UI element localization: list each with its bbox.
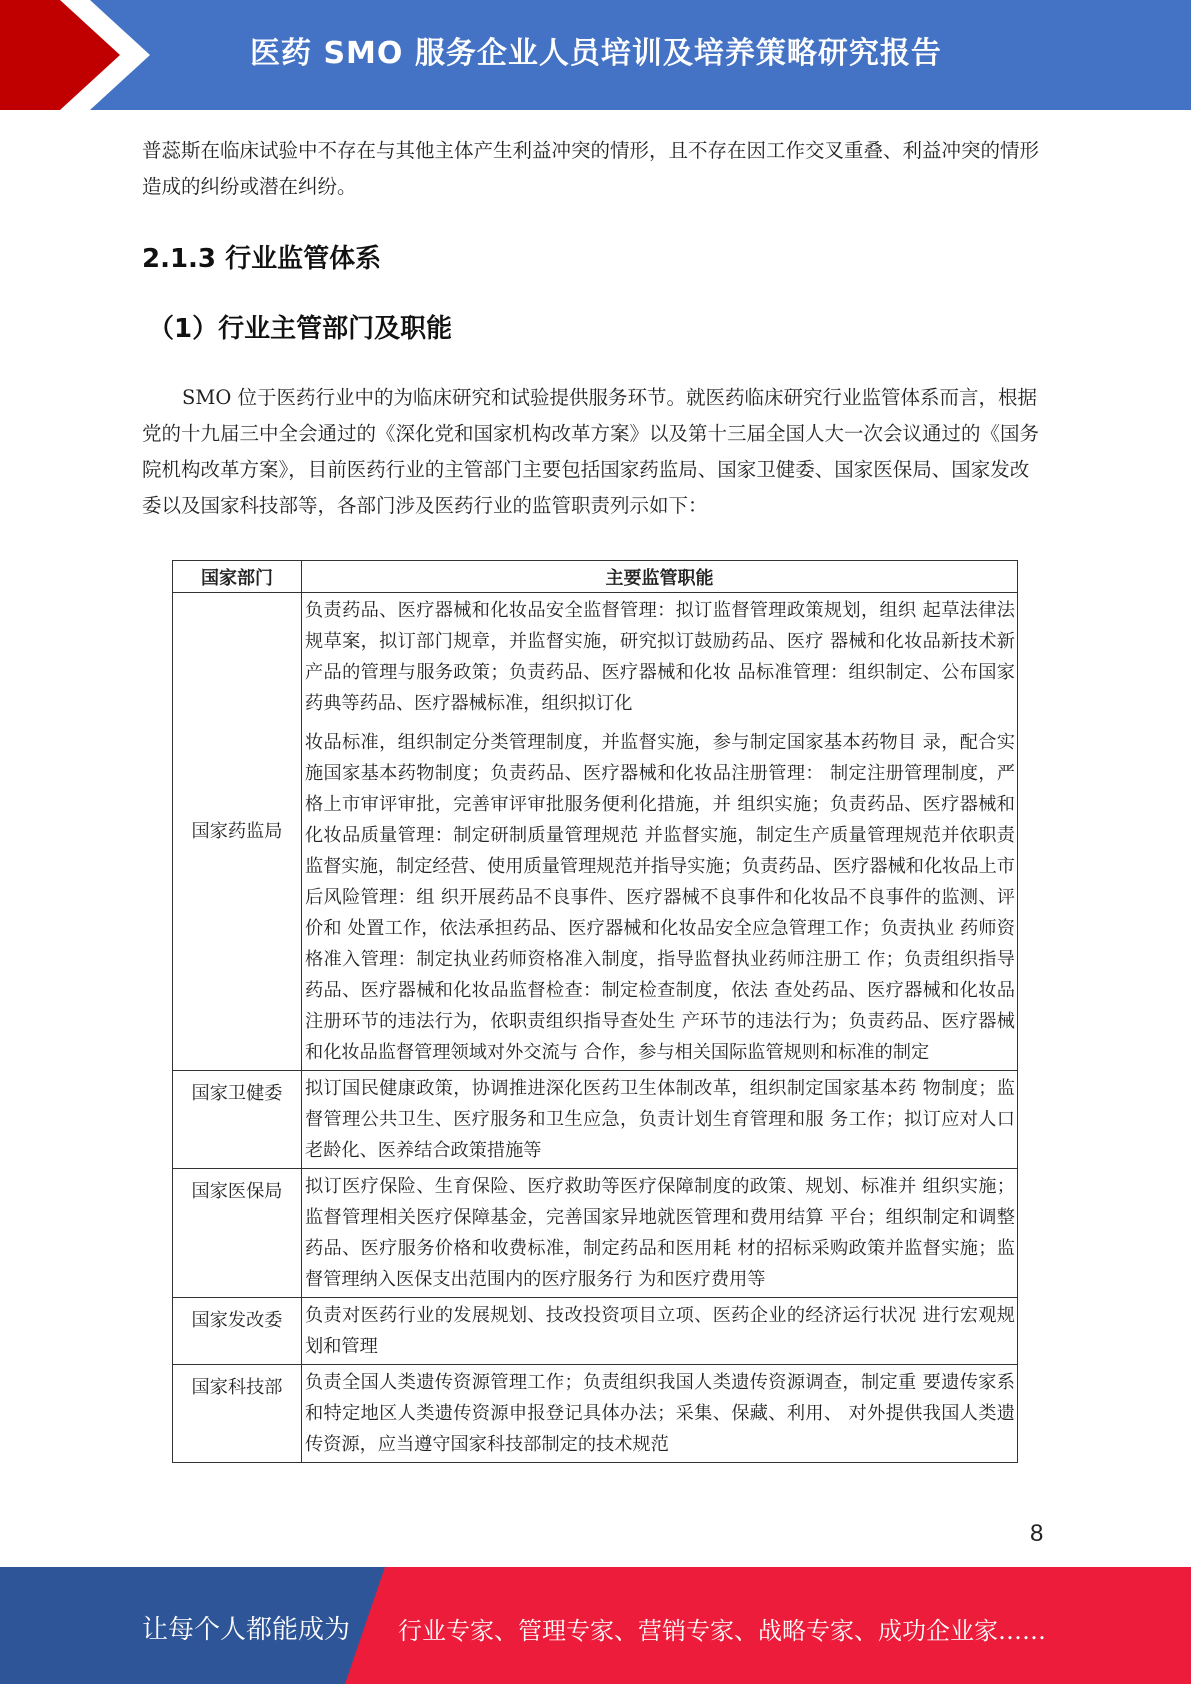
duty-text: 负责对医药行业的发展规划、技改投资项目立项、医药企业的经济运行状况 进行宏观规划和管理 (305, 1305, 1015, 1357)
duty-text: 拟订医疗保险、生育保险、医疗救助等医疗保障制度的政策、规划、标准并 组织实施；监督管理相关医疗保障基金，完善国家异地就医管理和费用结算 平台；组织制定和调整药品、医疗服务价格和收费标准，制定药品和医用耗 材的招标采购政策并监督实施；监督管理纳入医保支出范围内的医疗服务行 为和医疗费用等 (305, 1176, 1015, 1290)
page-header (0, 0, 1191, 110)
footer-slogan-left: 让每个人都能成为 (142, 1615, 351, 1645)
header-dept: 国家部门 (173, 561, 302, 593)
intro-paragraph: 普蕊斯在临床试验中不存在与其他主体产生利益冲突的情形，且不存在因工作交叉重叠、利益冲突的情形造成的纠纷或潜在纠纷。 (142, 139, 1040, 198)
duty-text: 拟订国民健康政策，协调推进深化医药卫生体制改革，组织制定国家基本药 物制度；监督管理公共卫生、医疗服务和卫生应急，负责计划生育管理和服 务工作；拟订应对人口老龄化、医养结合政策措施等 (305, 1078, 1015, 1161)
duty-cell (302, 1365, 1018, 1463)
subsection-heading: （1）行业主管部门及职能 (148, 314, 453, 344)
dept-cell: 国家卫健委 (173, 1071, 302, 1169)
table-row (173, 1071, 1018, 1169)
table-header-row (173, 561, 1018, 593)
regulatory-table (172, 560, 1018, 1463)
duty-text: 负责全国人类遗传资源管理工作；负责组织我国人类遗传资源调查，制定重 要遗传家系和特定地区人类遗传资源申报登记具体办法；采集、保藏、利用、 对外提供我国人类遗传资源，应当遵守国家科技部制定的技术规范 (305, 1372, 1015, 1455)
page-footer (0, 1567, 1191, 1684)
header-red-chevron (0, 0, 130, 110)
dept-cell: 国家药监局 (173, 593, 302, 1071)
header-duties: 主要监管职能 (302, 561, 1018, 593)
duty-cell (302, 1298, 1018, 1365)
table-row (173, 1298, 1018, 1365)
table-row (173, 1169, 1018, 1298)
footer-slogan-right: 行业专家、管理专家、营销专家、战略专家、成功企业家…… (398, 1617, 1046, 1645)
duty-cell (302, 593, 1018, 1071)
duty-text: 妆品标准，组织制定分类管理制度，并监督实施，参与制定国家基本药物目 录，配合实施国家基本药物制度；负责药品、医疗器械和化妆品注册管理： 制定注册管理制度，严格上市审评审批，完善审评审批服务便利化措施，并 组织实施；负责药品、医疗器械和化妆品质量管理：制定研制质量管理规范 并监督实施，制定生产质量管理规范并依职责监督实施，制定经营、使用质量管理规范并指导实施；负责药品、医疗器械和化妆品上市后风险管理：组 织开展药品不良事件、医疗器械不良事件和化妆品不良事件的监测、评价和 处置工作，依法承担药品、医疗器械和化妆品安全应急管理工作；负责执业 药师资格准入管理：制定执业药师资格准入制度，指导监督执业药师注册工 作；负责组织指导药品、医疗器械和化妆品监督检查：制定检查制度，依法 查处药品、医疗器械和化妆品注册环节的违法行为，依职责组织指导查处生 产环节的违法行为；负责药品、医疗器械和化妆品监督管理领域对外交流与 合作，参与相关国际监管规则和标准的制定 (305, 732, 1015, 1063)
page-number: 8 (1030, 1520, 1044, 1547)
dept-cell: 国家科技部 (173, 1365, 302, 1463)
duty-text: 负责药品、医疗器械和化妆品安全监督管理：拟订监督管理政策规划，组织 起草法律法规草案，拟订部门规章，并监督实施，研究拟订鼓励药品、医疗 器械和化妆品新技术新产品的管理与服务政策；负责药品、医疗器械和化妆 品标准管理：组织制定、公布国家药典等药品、医疗器械标准，组织拟订化 (305, 600, 1015, 714)
dept-cell: 国家医保局 (173, 1169, 302, 1298)
body-paragraph: SMO 位于医药行业中的为临床研究和试验提供服务环节。就医药临床研究行业监管体系而言，根据党的十九届三中全会通过的《深化党和国家机构改革方案》以及第十三届全国人大一次会议通过的《国务院机构改革方案》，目前医药行业的主管部门主要包括国家药监局、国家卫健委、国家医保局、国家发改委以及国家科技部等，各部门涉及医药行业的监管职责列示如下： (142, 386, 1040, 517)
duty-cell (302, 1071, 1018, 1169)
section-heading: 2.1.3 行业监管体系 (142, 244, 382, 274)
report-title: 医药 SMO 服务企业人员培训及培养策略研究报告 (250, 36, 942, 71)
dept-cell: 国家发改委 (173, 1298, 302, 1365)
duty-cell (302, 1169, 1018, 1298)
table-row (173, 1365, 1018, 1463)
table-row (173, 593, 1018, 1071)
